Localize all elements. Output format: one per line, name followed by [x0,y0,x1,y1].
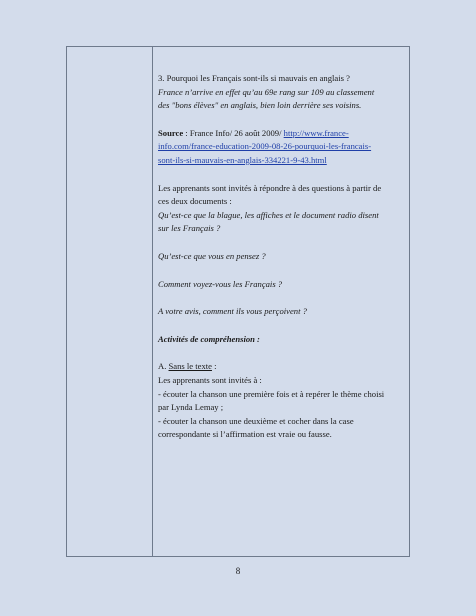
activities-invited: Les apprenants sont invités à : [158,374,262,385]
instructions-question-4: A votre avis, comment ils vous perçoivent ? [158,306,307,317]
instructions-intro-line-1: Les apprenants sont invités à répondre à des questions à partir de [158,182,382,193]
source-text: : France Info/ 26 août 2009/ [183,127,284,138]
instructions-question-1-line-2: sur les Français ? [158,223,221,234]
page-number: 8 [235,566,241,576]
activities-heading: Activités de compréhension : [158,333,260,344]
question-title: 3. Pourquoi les Français sont-ils si mauvais en anglais ? [158,73,350,83]
table-content-cell [158,72,406,442]
source-line [158,127,406,141]
question-answer-line-2: des "bons élèves" en anglais, bien loin derrière ses voisins. [158,100,362,111]
activities-step-1-line-1: - écouter la chanson une première fois et à repérer le thème choisi [158,388,385,399]
activities-step-1-line-2: par Lynda Lemay ; [158,402,224,413]
question-answer-line-1: France n’arrive en effet qu’au 69e rang sur 109 au classement [158,86,375,97]
section-a-suffix: : [211,361,217,372]
source-link-part-1[interactable]: http://www.france- [283,127,349,138]
activities-step-2-line-1: - écouter la chanson une deuxième et cocher dans la case [158,415,354,426]
source-link-part-2[interactable]: info.com/france-education-2009-08-26-pourquoi-les-francais- [158,141,372,152]
activities-step-2-line-2: correspondante si l’affirmation est vraie ou fausse. [158,429,332,440]
instructions-question-2: Qu’est-ce que vous en pensez ? [158,250,266,261]
section-a-heading [158,360,406,374]
table-left-cell [67,47,153,556]
source-label: Source [158,127,184,138]
instructions-question-3: Comment voyez-vous les Français ? [158,278,283,289]
instructions-question-1-line-1: Qu’est-ce que la blague, les affiches et le document radio disent [158,209,379,220]
instructions-intro-line-2: ces deux documents : [158,196,232,207]
section-a-prefix: A. [158,361,169,372]
section-a-title: Sans le texte [168,361,212,372]
source-link-part-3[interactable]: sont-ils-si-mauvais-en-anglais-334221-9-43.html [158,154,327,165]
